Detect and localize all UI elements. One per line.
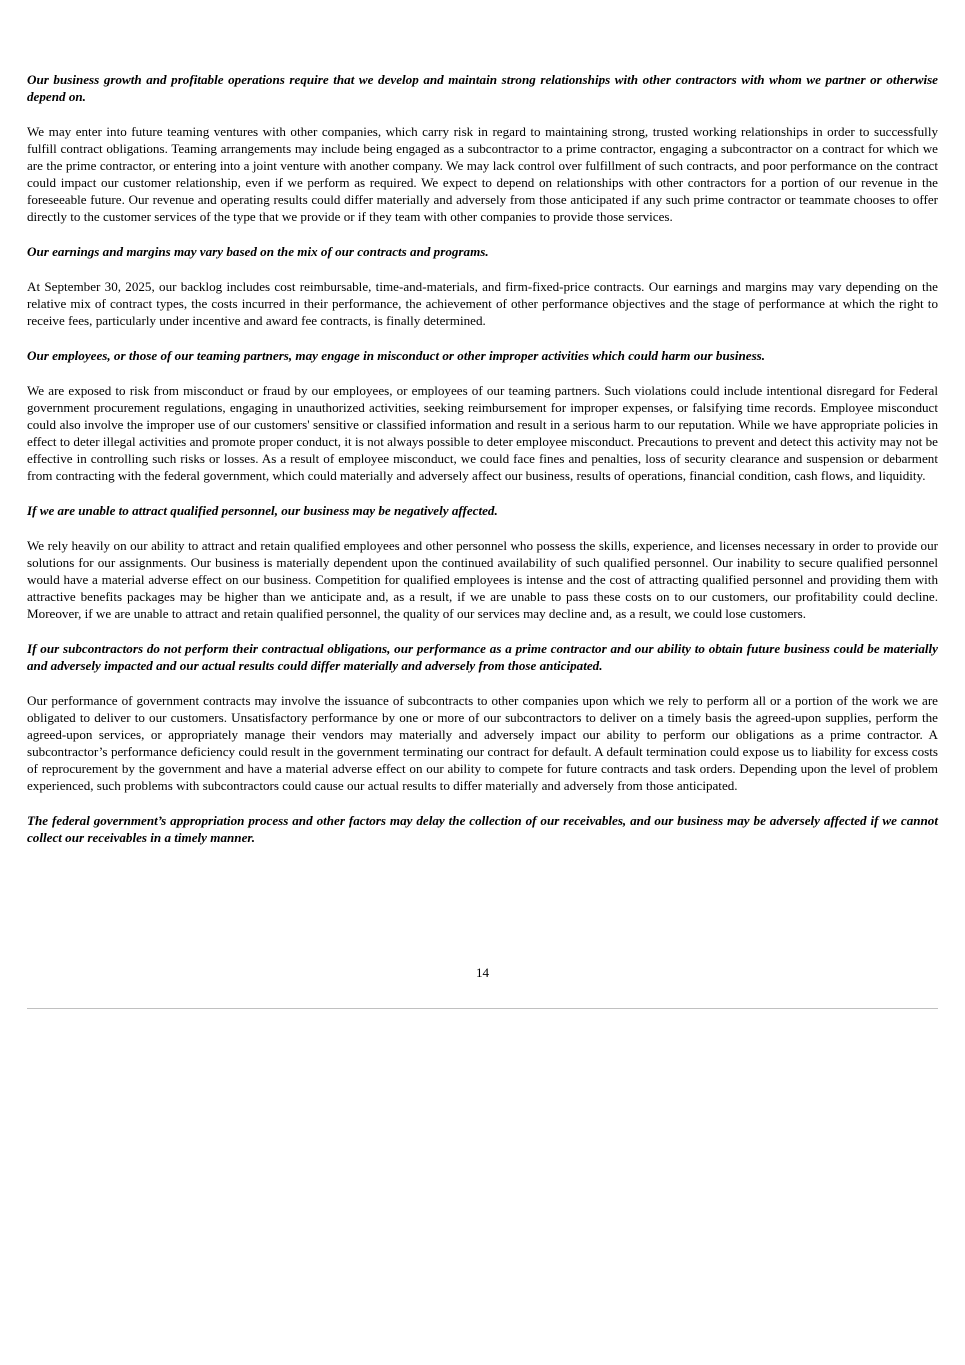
- footer-divider: [27, 1008, 938, 1009]
- section-body-contractor-relationships: We may enter into future teaming ventures with other companies, which carry risk in regard to maintaining strong, trusted working relationships in order to successfully fulfill contract obligations. Teaming arrangements may include being engaged as a subcontractor to a prime contractor, engaging a subcontractor on a contract for which we are the prime contractor, or entering into a joint venture with another company. We may lack control over fulfillment of such contracts, and poor performance on the contract could impact our customer relationship, even if we perform as required. We expect to depend on relationships with other contractors for a portion of our revenue in the foreseeable future. Our revenue and operating results could differ materially and adversely from those anticipated if any such prime contractor or teammate chooses to offer directly to the customer services of the type that we provide or if they team with other companies to provide those services.: [27, 124, 938, 224]
- page-number: 14: [475, 965, 490, 980]
- section-heading-appropriation-process: The federal government’s appropriation process and other factors may delay the collection of our receivables, and our business may be adversely affected if we cannot collect our receivables in a timely manner.: [27, 813, 938, 845]
- section-heading-subcontractors: If our subcontractors do not perform their contractual obligations, our performance as a prime contractor and our ability to obtain future business could be materially and adversely impacted and our actual results could differ materially and adversely from those anticipated.: [27, 641, 938, 673]
- section-heading-contractor-relationships: Our business growth and profitable operations require that we develop and maintain strong relationships with other contractors with whom we partner or otherwise depend on.: [27, 72, 938, 104]
- document-page: [27, 71, 938, 864]
- section-body-subcontractors: Our performance of government contracts may involve the issuance of subcontracts to other companies upon which we rely to perform all or a portion of the work we are obligated to deliver to our customers. Unsatisfactory performance by one or more of our subcontractors to deliver on a timely basis the agreed-upon supplies, perform the agreed-upon services, or appropriately manage their vendors may materially and adversely impact our ability to perform our obligations as a prime contractor. A subcontractor’s performance deficiency could result in the government terminating our contract for default. A default termination could expose us to liability for excess costs of reprocurement by the government and have a material adverse effect on our ability to compete for future contracts and task orders. Depending upon the level of problem experienced, such problems with subcontractors could cause our actual results to differ materially and adversely from those anticipated.: [27, 693, 938, 793]
- section-heading-earnings-margins: Our earnings and margins may vary based on the mix of our contracts and programs.: [27, 244, 489, 259]
- section-heading-employee-misconduct: Our employees, or those of our teaming partners, may engage in misconduct or other improper activities which could harm our business.: [27, 348, 766, 363]
- section-body-earnings-margins: At September 30, 2025, our backlog includes cost reimbursable, time-and-materials, and firm-fixed-price contracts. Our earnings and margins may vary depending on the relative mix of contract types, the costs incurred in their performance, the achievement of other performance objectives and the stage of performance at which the right to receive fees, particularly under incentive and award fee contracts, is finally determined.: [27, 279, 938, 328]
- section-heading-qualified-personnel: If we are unable to attract qualified personnel, our business may be negatively affected.: [27, 503, 498, 518]
- section-body-employee-misconduct: We are exposed to risk from misconduct or fraud by our employees, or employees of our teaming partners. Such violations could include intentional disregard for Federal government procurement regulations, engaging in unauthorized activities, seeking reimbursement for improper expenses, or falsifying time records. Employee misconduct could also involve the improper use of our customers' sensitive or classified information and result in a serious harm to our reputation. While we have appropriate policies in effect to deter illegal activities and promote proper conduct, it is not always possible to deter employee misconduct. Precautions to prevent and detect this activity may not be effective in controlling such risks or losses. As a result of employee misconduct, we could face fines and penalties, loss of security clearance and suspension or debarment from contracting with the federal government, which could materially and adversely affect our business, results of operations, financial condition, cash flows, and liquidity.: [27, 383, 938, 483]
- section-body-qualified-personnel: We rely heavily on our ability to attract and retain qualified employees and other personnel who possess the skills, experience, and licenses necessary in order to provide our solutions for our assignments. Our business is materially dependent upon the continued availability of such qualified personnel. Our inability to secure qualified personnel would have a material adverse effect on our business. Competition for qualified employees is intense and the cost of attracting qualified personnel and providing them with attractive benefits packages may be higher than we anticipate and, as a result, if we are unable to pass these costs on to our customers, our profitability could decline. Moreover, if we are unable to attract and retain qualified personnel, the quality of our services may decline and, as a result, we could lose customers.: [27, 538, 938, 621]
